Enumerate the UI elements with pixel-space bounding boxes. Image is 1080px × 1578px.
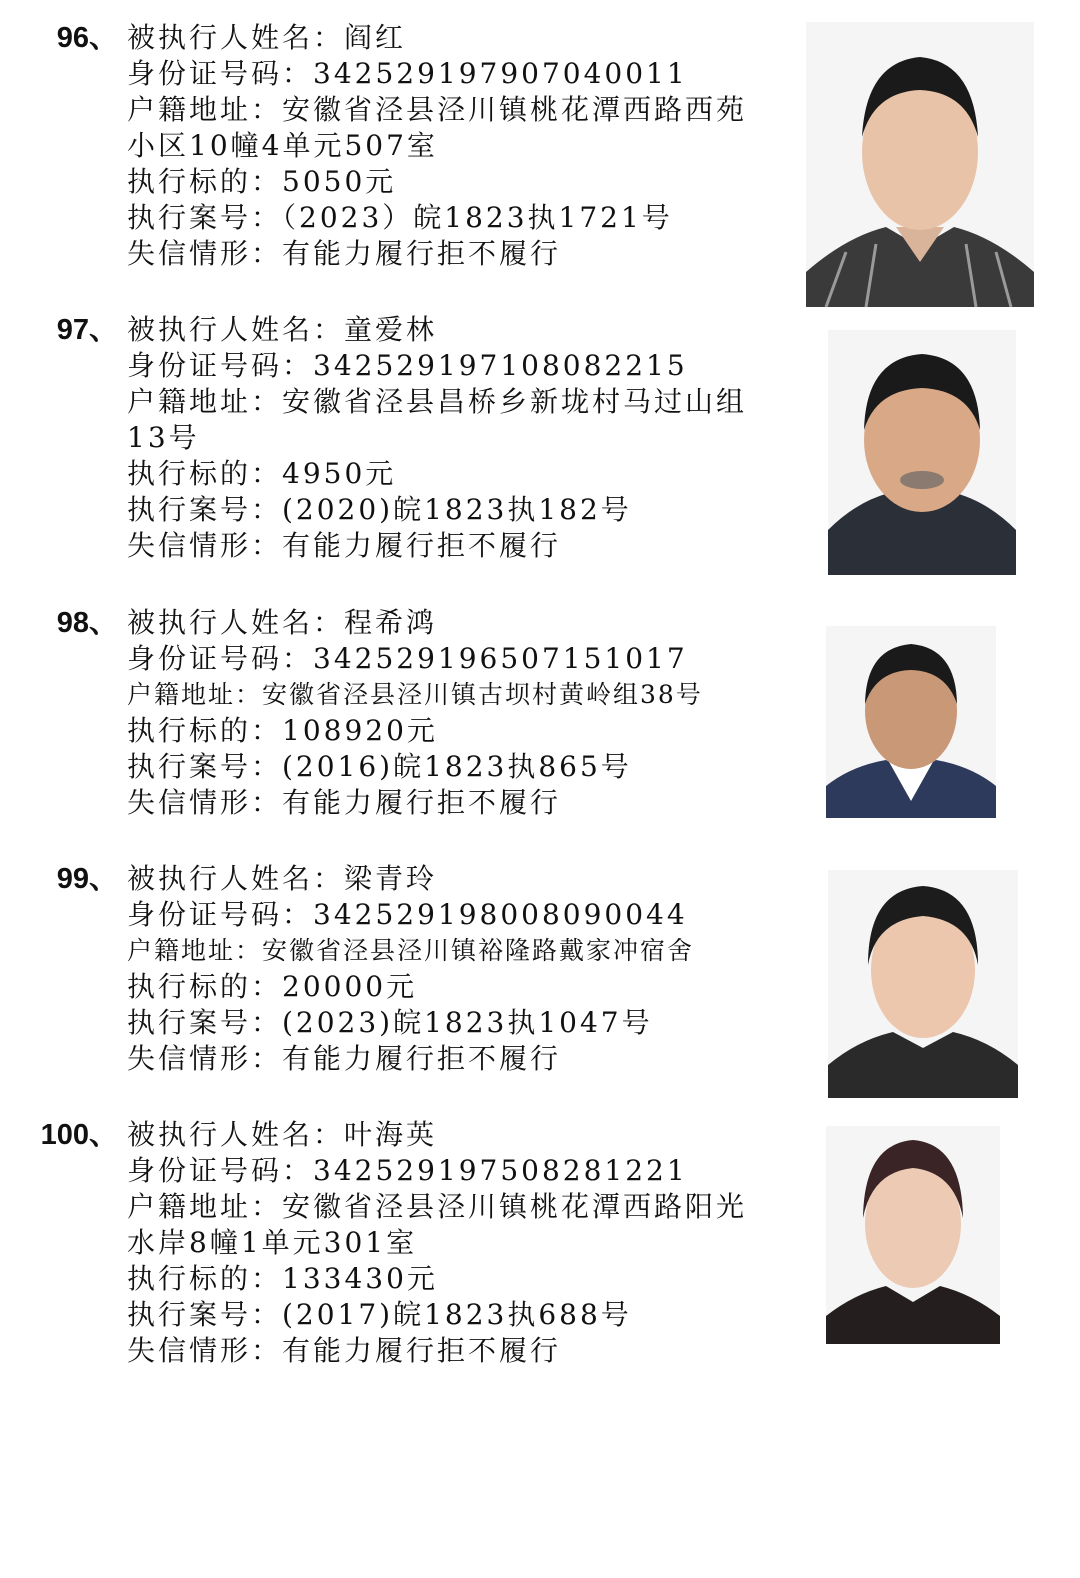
address-line-1: 户籍地址：安徽省泾县泾川镇裕隆路戴家冲宿舍 xyxy=(127,936,695,965)
entry-details xyxy=(127,1117,787,1369)
debtor-name: 被执行人姓名：阎红 xyxy=(127,21,407,54)
entry-number: 99、 xyxy=(56,863,118,895)
address-line-1: 户籍地址：安徽省泾县泾川镇桃花潭西路阳光 xyxy=(127,1190,748,1223)
execution-amount: 执行标的：20000元 xyxy=(127,970,418,1003)
case-number: 执行案号：（2023）皖1823执1721号 xyxy=(127,201,673,234)
entry-details xyxy=(127,20,787,272)
case-number: 执行案号：(2023)皖1823执1047号 xyxy=(127,1006,653,1039)
case-number: 执行案号：(2020)皖1823执182号 xyxy=(127,493,632,526)
entry-number: 100、 xyxy=(40,1119,118,1151)
address-line-2: 水岸8幢1单元301室 xyxy=(127,1226,418,1259)
address-line-2: 小区10幢4单元507室 xyxy=(127,129,438,162)
debtor-name: 被执行人姓名：程希鸿 xyxy=(127,606,438,639)
default-status: 失信情形：有能力履行拒不履行 xyxy=(127,529,562,562)
id-number: 身份证号码：342529197907040011 xyxy=(127,57,688,90)
id-number: 身份证号码：342529196507151017 xyxy=(127,642,688,675)
entry-details xyxy=(127,605,787,821)
debtor-name: 被执行人姓名：叶海英 xyxy=(127,1118,438,1151)
id-number: 身份证号码：342529198008090044 xyxy=(127,898,688,931)
address-line-1: 户籍地址：安徽省泾县泾川镇桃花潭西路西苑 xyxy=(127,93,748,126)
portrait-photo-99 xyxy=(828,870,1018,1098)
execution-amount: 执行标的：108920元 xyxy=(127,714,438,747)
entry-details xyxy=(127,312,787,564)
case-number: 执行案号：(2017)皖1823执688号 xyxy=(127,1298,632,1331)
debtor-name: 被执行人姓名：梁青玲 xyxy=(127,862,438,895)
portrait-photo-96 xyxy=(806,22,1034,307)
address-line-1: 户籍地址：安徽省泾县昌桥乡新垅村马过山组 xyxy=(127,385,748,418)
default-status: 失信情形：有能力履行拒不履行 xyxy=(127,1334,562,1367)
portrait-photo-100 xyxy=(826,1126,1000,1344)
default-status: 失信情形：有能力履行拒不履行 xyxy=(127,237,562,270)
execution-amount: 执行标的：5050元 xyxy=(127,165,397,198)
address-line-2: 13号 xyxy=(127,421,200,454)
default-status: 失信情形：有能力履行拒不履行 xyxy=(127,786,562,819)
execution-amount: 执行标的：4950元 xyxy=(127,457,397,490)
entry-number: 97、 xyxy=(56,314,118,346)
execution-amount: 执行标的：133430元 xyxy=(127,1262,438,1295)
debtor-name: 被执行人姓名：童爱林 xyxy=(127,313,438,346)
default-status: 失信情形：有能力履行拒不履行 xyxy=(127,1042,562,1075)
id-number: 身份证号码：342529197508281221 xyxy=(127,1154,688,1187)
portrait-photo-97 xyxy=(828,330,1016,575)
entry-number: 98、 xyxy=(56,607,118,639)
portrait-photo-98 xyxy=(826,626,996,818)
entry-number: 96、 xyxy=(56,22,118,54)
id-number: 身份证号码：342529197108082215 xyxy=(127,349,688,382)
case-number: 执行案号：(2016)皖1823执865号 xyxy=(127,750,632,783)
address-line-1: 户籍地址：安徽省泾县泾川镇古坝村黄岭组38号 xyxy=(127,680,703,709)
entry-details xyxy=(127,861,787,1077)
